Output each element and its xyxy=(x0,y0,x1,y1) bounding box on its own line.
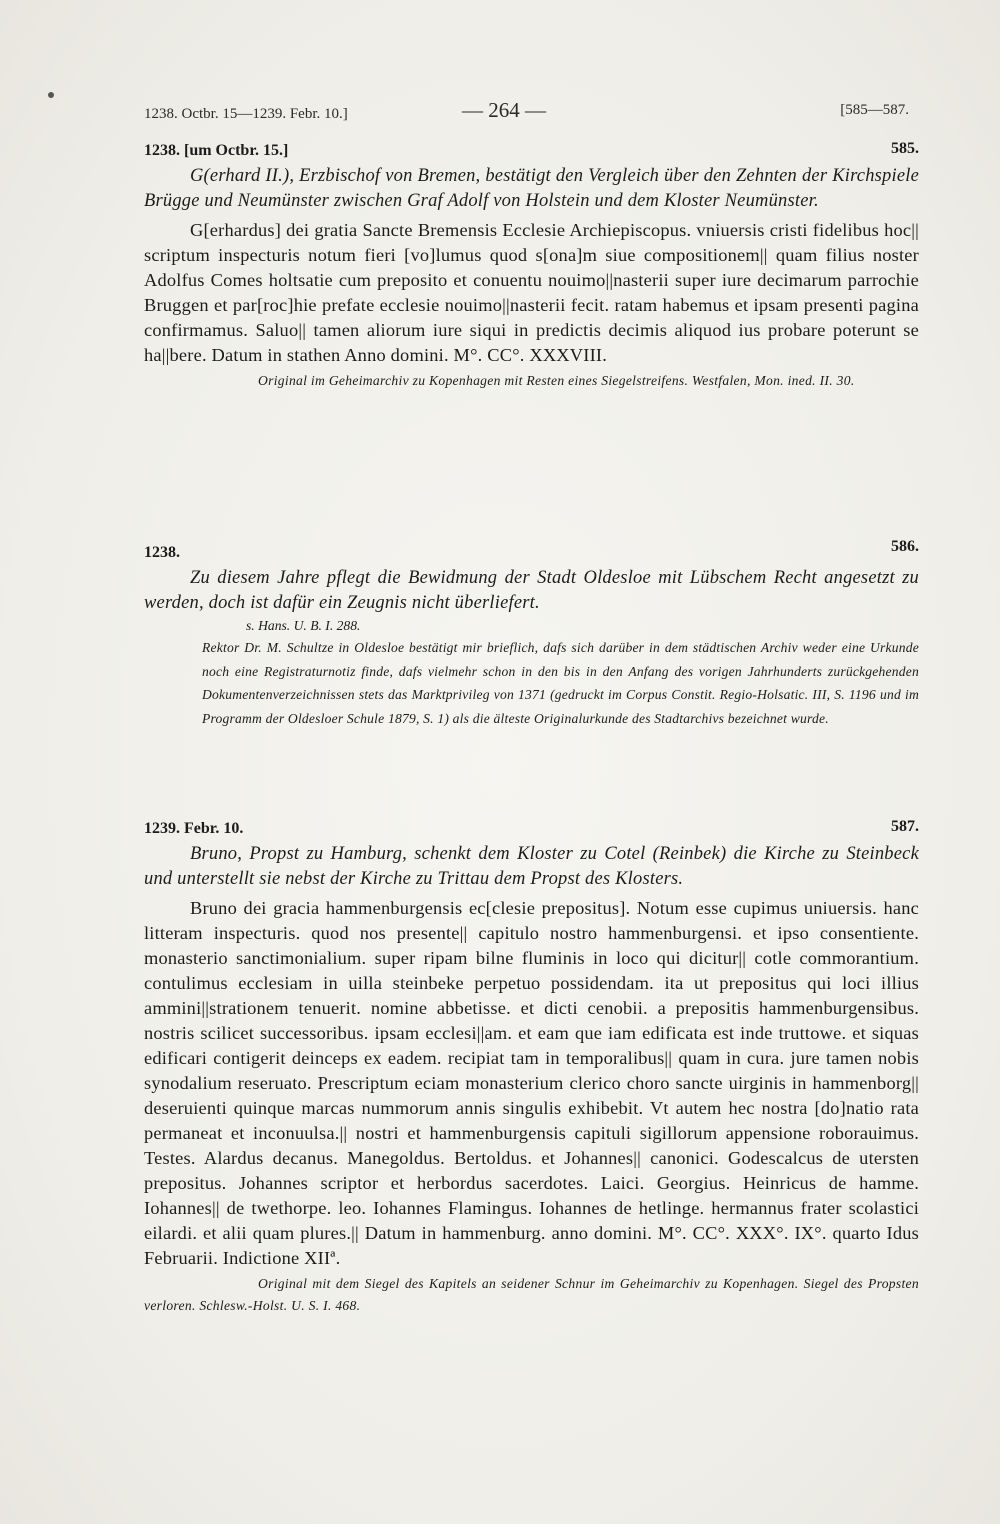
document-header xyxy=(144,818,919,842)
document-header xyxy=(144,538,919,562)
running-head xyxy=(144,100,909,130)
document-regest: Zu diesem Jahre pflegt die Bewidmung der Stadt Oldesloe mit Lübschem Recht angesetzt zu werden, doch ist dafür ein Zeugnis nicht überliefert. xyxy=(144,568,919,613)
page-number: — 264 — xyxy=(462,98,546,122)
document-date: 1238. xyxy=(144,544,180,561)
document-latin-text: Bruno dei gracia hammenburgensis ec[clesie prepositus]. Notum esse cupimus uniuersis. hanc litteram inspecturis. quod nos presente|| capitulo nostro hammenburgensi. et ipso consentiente. monasterio sanctimonialium. super ripam bilne fluminis in loco qui dicitur|| cotle commorantium. contulimus ecclesiam in uilla steinbeke perpetuo possidendam. ita ut prepositus qui loci illius ammini||strationem tenuerit. nomine abbetisse. et dicti cenobii. a prepositis hammenburgensibus. nostris scilicet successoribus. ipsam ecclesi||am. et eam que iam edificata est inde truttowe. et siquas edificari contigerit deinceps ex eadem. recipiat tam in temporalibus|| quam in cura. jure tamen nobis synodalium reseruato. Prescriptum eciam monasterium clerico choro sancte uirginis in hammenborg|| deseruienti quinque marcas nummorum annis singulis exhibebit. Vt autem hec nostra [do]natio rata permaneat et inconuulsa.|| nostri et hammenburgensis capituli sigillorum appensione roborauimus. Testes. Alardus decanus. Manegoldus. Bertoldus. et Johannes|| canonici. Godescalcus de utersten prepositus. Johannes scriptor et herbordus sacerdotes. Laici. Georgius. Heinricus de hamme. Iohannes|| de twethorpe. leo. Iohannes Flamingus. Iohannes de hetlinge. hermannus frater scolastici eilardi. et alii quam plures.|| Datum in hammenburg. anno domini. M°. CC°. XXX°. IX°. quarto Idus Februarii. Indictione XIIª. xyxy=(144,898,919,1268)
document-number: 586. xyxy=(891,538,919,555)
running-head-date-range: 1238. Octbr. 15—1239. Febr. 10.] xyxy=(144,106,348,122)
document-date: 1239. Febr. 10. xyxy=(144,820,244,837)
document-number: 585. xyxy=(891,140,919,157)
running-head-document-range: [585—587. xyxy=(840,102,909,118)
document-entry-586 xyxy=(144,538,919,730)
document-reference: s. Hans. U. B. I. 288. xyxy=(246,618,361,633)
document-source-note: Original mit dem Siegel des Kapitels an seidener Schnur im Geheimarchiv zu Kopenhagen. Siegel des Propsten verloren. Schlesw.-Holst. U. S. I. 468. xyxy=(144,1276,919,1313)
document-latin-text: G[erhardus] dei gratia Sancte Bremensis Ecclesie Archiepiscopus. vniuersis cristi fidelibus hoc|| scriptum inspecturis notum fieri [vo]lumus quod s[ona]m siue compositionem|| quam filius noster Adolfus Comes holtsatie cum preposito et conuentu nouimo||nasterii super iure decimarum parrochie Bruggen et par[roc]hie prefate ecclesie nouimo||nasterii fecit. ratam habemus et ipsam presenti pagina confirmamus. Saluo|| tamen aliorum iure siqui in predictis decimis aliquod ius probare poterunt se ha||bere. Datum in stathen Anno domini. M°. CC°. XXXVIII. xyxy=(144,220,919,365)
document-regest: Bruno, Propst zu Hamburg, schenkt dem Kloster zu Cotel (Reinbek) die Kirche zu Steinbeck und unterstellt sie nebst der Kirche zu Trittau dem Propst des Klosters. xyxy=(144,844,919,889)
document-date: 1238. [um Octbr. 15.] xyxy=(144,142,289,159)
document-header xyxy=(144,140,919,164)
margin-speck xyxy=(48,92,54,98)
document-number: 587. xyxy=(891,818,919,835)
document-source-note: Original im Geheimarchiv zu Kopenhagen mit Resten eines Siegelstreifens. Westfalen, Mon. ined. II. 30. xyxy=(258,373,855,388)
document-regest: G(erhard II.), Erzbischof von Bremen, bestätigt den Vergleich über den Zehnten der Kirchspiele Brügge und Neumünster zwischen Graf Adolf von Holstein und dem Kloster Neumünster. xyxy=(144,166,919,211)
document-entry-587 xyxy=(144,818,919,1317)
document-commentary: Rektor Dr. M. Schultze in Oldesloe bestätigt mir brieflich, dafs sich darüber in dem städtischen Archiv weder eine Urkunde noch eine Registraturnotiz finde, dafs vielmehr schon in den bis in den Anfang des vorigen Jahrhunderts zurückgehenden Dokumentenverzeichnissen stets das Marktprivileg von 1371 (gedruckt im Corpus Constit. Regio-Holsatic. III, S. 1196 und im Programm der Oldesloer Schule 1879, S. 1) als die älteste Originalurkunde des Stadtarchivs bezeichnet wurde. xyxy=(202,640,919,726)
document-entry-585 xyxy=(144,140,919,392)
